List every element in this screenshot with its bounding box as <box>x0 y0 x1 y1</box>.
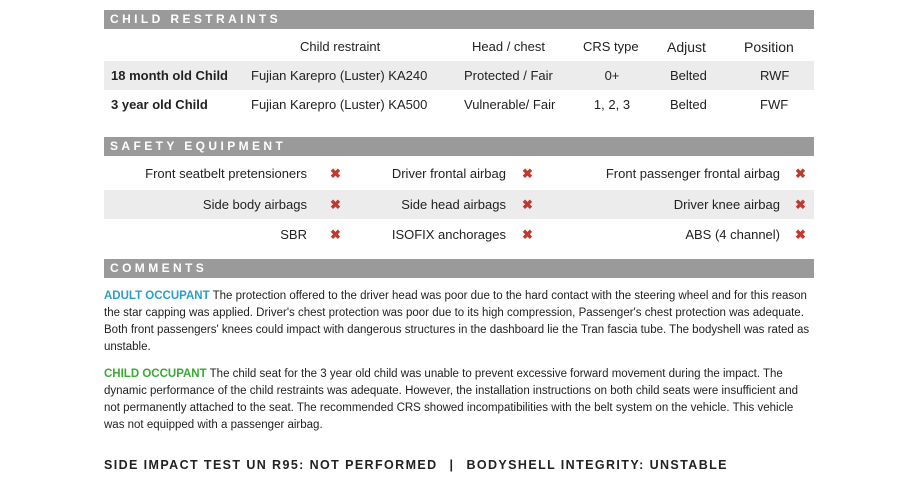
equipment-label: SBR <box>280 227 307 242</box>
position-value: FWF <box>760 97 789 112</box>
cross-icon: ✖ <box>330 166 341 181</box>
head-chest-value: Vulnerable/ Fair <box>464 97 556 112</box>
bodyshell-integrity-status: BODYSHELL INTEGRITY: UNSTABLE <box>466 458 728 472</box>
child-occupant-comment <box>104 366 816 434</box>
adjust-value: Belted <box>670 97 707 112</box>
adult-occupant-lead: ADULT OCCUPANT <box>104 290 210 302</box>
restraint-name: Fujian Karepro (Luster) KA500 <box>251 97 428 112</box>
equipment-label: Driver knee airbag <box>673 197 780 212</box>
safety-row <box>104 220 814 249</box>
cross-icon: ✖ <box>795 166 806 181</box>
test-summary-footer <box>104 458 728 472</box>
cross-icon: ✖ <box>795 227 806 242</box>
occupant-label: 18 month old Child <box>111 68 228 83</box>
col-header-adjust: Adjust <box>667 39 706 55</box>
comments-header: COMMENTS <box>104 259 814 278</box>
equipment-label: Side body airbags <box>202 197 307 212</box>
equipment-label: Side head airbags <box>401 197 506 212</box>
col-header-crs-type: CRS type <box>583 39 639 54</box>
col-header-child-restraint: Child restraint <box>300 39 381 54</box>
safety-equipment-header: SAFETY EQUIPMENT <box>104 137 814 156</box>
child-occupant-lead: CHILD OCCUPANT <box>104 368 207 380</box>
adjust-value: Belted <box>670 68 707 83</box>
equipment-label: Front seatbelt pretensioners <box>145 166 307 181</box>
head-chest-value: Protected / Fair <box>464 68 553 83</box>
safety-row <box>104 190 814 219</box>
cross-icon: ✖ <box>795 197 806 212</box>
crs-type-value: 0+ <box>604 68 620 83</box>
equipment-label: ABS (4 channel) <box>685 227 780 242</box>
cross-icon: ✖ <box>522 166 533 181</box>
restraint-name: Fujian Karepro (Luster) KA240 <box>251 68 428 83</box>
position-value: RWF <box>760 68 790 83</box>
equipment-label: Driver frontal airbag <box>391 166 506 181</box>
cross-icon: ✖ <box>330 197 341 212</box>
footer-separator: | <box>449 458 455 472</box>
crs-type-value: 1, 2, 3 <box>593 97 631 112</box>
cross-icon: ✖ <box>522 197 533 212</box>
table-row <box>104 90 814 119</box>
adult-occupant-text: The protection offered to the driver head was poor due to the hard contact with the steering wheel and for this reason the star capping was applied. Driver's chest protection was poor due to its high compression, Passenger's chest protection was adequate. Both front passengers' knees could impact with dangerous structures in the dashboard lie the Tran fascia tube. The bodyshell was rated as unstable. <box>104 290 810 353</box>
col-header-position: Position <box>744 39 794 55</box>
equipment-label: Front passenger frontal airbag <box>605 166 780 181</box>
adult-occupant-comment <box>104 288 816 356</box>
child-restraints-header: CHILD RESTRAINTS <box>104 10 814 29</box>
cross-icon: ✖ <box>522 227 533 242</box>
table-row <box>104 61 814 90</box>
col-header-head-chest: Head / chest <box>472 39 545 54</box>
cross-icon: ✖ <box>330 227 341 242</box>
side-impact-status: SIDE IMPACT TEST UN R95: NOT PERFORMED <box>104 458 438 472</box>
equipment-label: ISOFIX anchorages <box>391 227 506 242</box>
occupant-label: 3 year old Child <box>111 97 208 112</box>
child-occupant-text: The child seat for the 3 year old child was unable to prevent excessive forward movement during the impact. The dynamic performance of the child restraints was adequate. However, the installation instructions on both child seats were insufficient and not permanently attached to the seat. The recommended CRS showed incompatibilities with the belt system on the vehicle. This vehicle was not equipped with a passenger airbag. <box>104 368 798 431</box>
safety-row <box>104 159 814 188</box>
